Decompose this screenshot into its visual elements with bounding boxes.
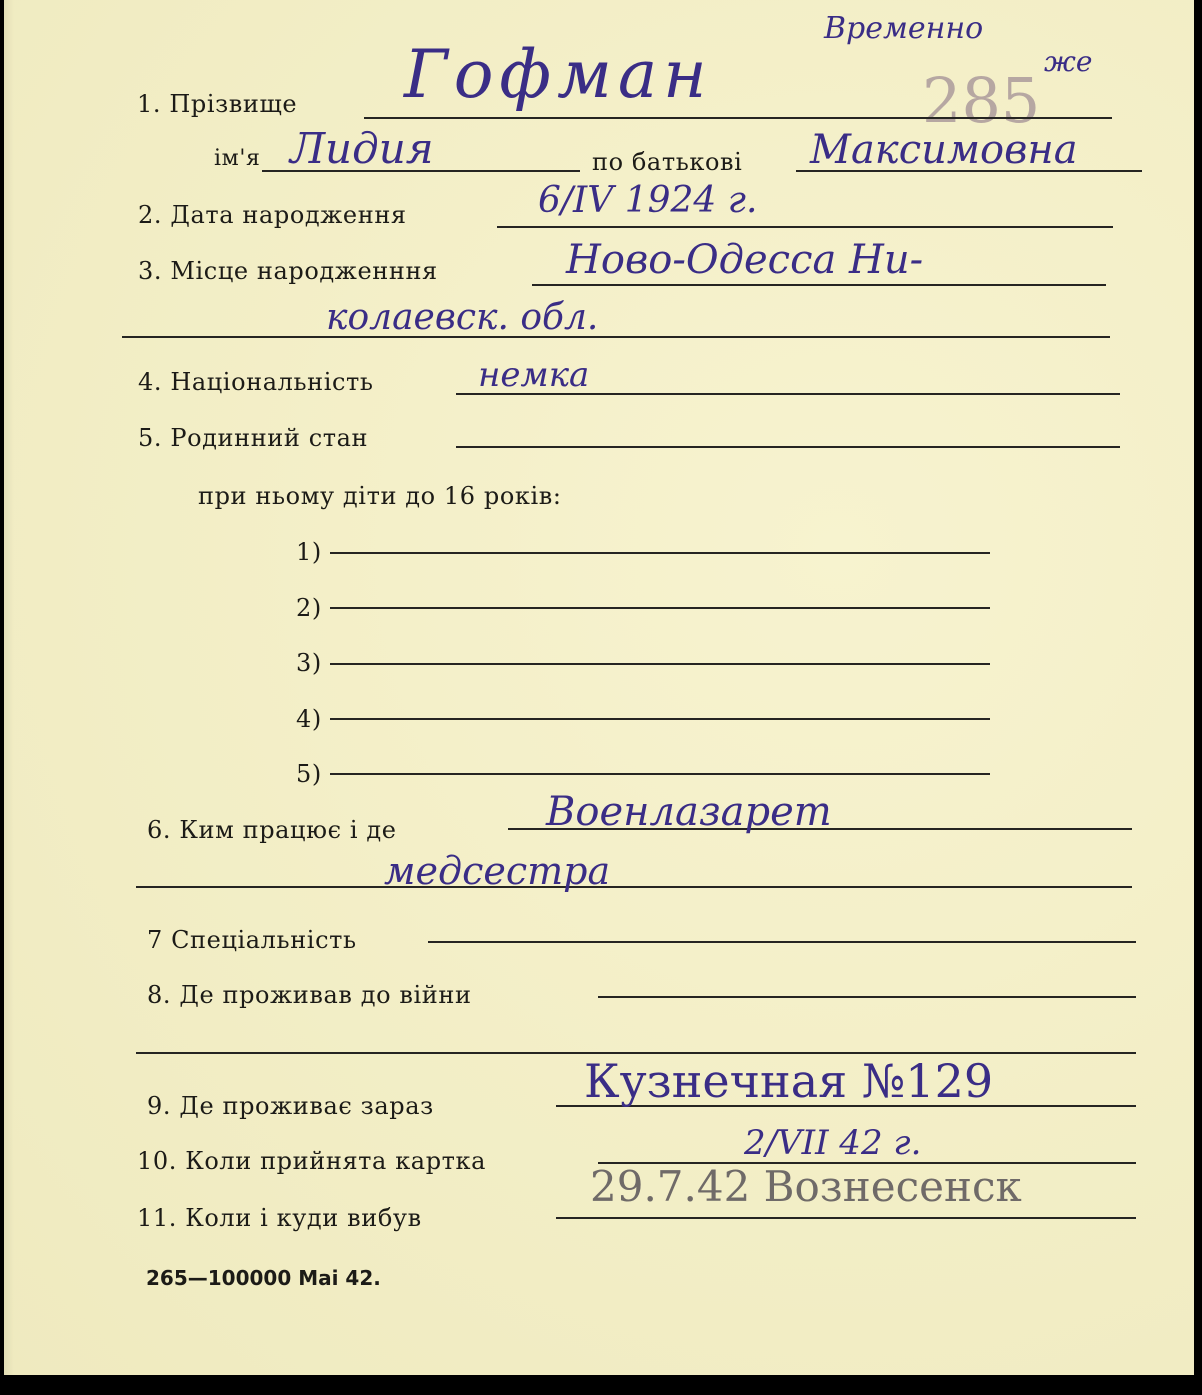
line-birth-place-1 — [532, 284, 1106, 286]
label-surname: 1. Прізвище — [137, 90, 298, 118]
child-number-2: 2) — [296, 594, 322, 622]
handwritten-patronymic: Максимовна — [810, 127, 1078, 173]
line-child-1 — [330, 552, 990, 554]
line-child-3 — [330, 663, 990, 665]
line-family-status — [456, 446, 1120, 448]
handwritten-birth-place-1: Ново-Одесса Ни- — [566, 237, 924, 283]
handwritten-first-name: Лидия — [290, 124, 434, 173]
registration-card — [4, 0, 1194, 1375]
line-child-5 — [330, 773, 990, 775]
line-prewar-residence-1 — [598, 996, 1136, 998]
handwritten-number: 285 — [922, 64, 1041, 137]
child-number-5: 5) — [296, 760, 322, 788]
label-specialty: 7 Спеціальність — [147, 926, 357, 954]
label-birth-place: 3. Місце народженння — [138, 257, 438, 285]
child-number-1: 1) — [296, 538, 322, 566]
label-family-status: 5. Родинний стан — [138, 424, 369, 452]
label-birth-date: 2. Дата народження — [138, 201, 407, 229]
handwritten-work-1: Военлазарет — [546, 789, 832, 835]
label-work: 6. Ким працює і де — [147, 816, 397, 844]
label-first-name: ім'я — [214, 146, 261, 171]
child-number-3: 3) — [296, 649, 322, 677]
line-work-2 — [136, 886, 1132, 888]
handwritten-surname: Гофман — [404, 36, 713, 113]
label-departure: 11. Коли і куди вибув — [137, 1204, 422, 1232]
handwritten-birth-place-2: колаевск. обл. — [326, 297, 599, 338]
label-current-residence: 9. Де проживає зараз — [147, 1092, 434, 1120]
label-nationality: 4. Національність — [138, 368, 374, 396]
line-birth-date — [497, 226, 1113, 228]
handwritten-nationality: немка — [478, 355, 590, 395]
label-patronymic: по батькові — [592, 148, 743, 176]
handwritten-work-2: медсестра — [384, 849, 611, 893]
line-child-4 — [330, 718, 990, 720]
handwritten-top-note: Временно — [824, 11, 984, 46]
label-children: при ньому діти до 16 років: — [198, 482, 562, 510]
line-departure — [556, 1217, 1136, 1219]
handwritten-departure: 29.7.42 Вознесенск — [590, 1162, 1022, 1211]
child-number-4: 4) — [296, 705, 322, 733]
line-birth-place-2 — [122, 336, 1110, 338]
line-surname — [364, 117, 1112, 119]
label-prewar-residence: 8. Де проживав до війни — [147, 981, 472, 1009]
handwritten-top-note-extra: же — [1044, 45, 1093, 78]
line-child-2 — [330, 607, 990, 609]
line-specialty — [428, 941, 1136, 943]
handwritten-card-date: 2/VII 42 г. — [744, 1123, 922, 1163]
label-card-date: 10. Коли прийнята картка — [137, 1147, 487, 1175]
print-code: 265—100000 Маі 42. — [146, 1266, 381, 1290]
handwritten-birth-date: 6/IV 1924 г. — [538, 180, 758, 221]
handwritten-current-address: Кузнечная №129 — [584, 1054, 994, 1108]
